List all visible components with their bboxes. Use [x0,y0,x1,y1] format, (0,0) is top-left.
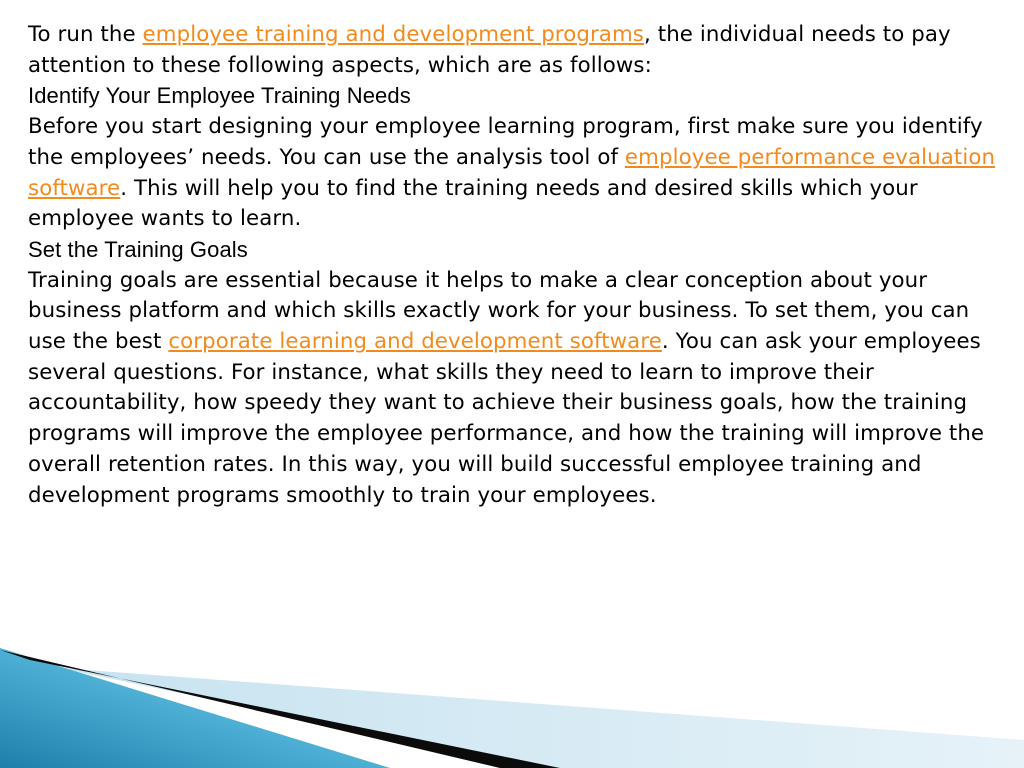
intro-text-start: To run the [28,22,143,47]
decor-light-band [60,668,1024,768]
decor-blue-wedge [0,648,390,768]
decor-dark-stripe [0,650,560,768]
training-programs-link[interactable]: employee training and development programs [142,22,644,47]
corporate-learning-link[interactable]: corporate learning and development software [168,329,662,355]
goals-text-end: . You can ask your employees several questions. For instance, what skills they need to learn to improve their accountability, how speedy they want to achieve their business goals, how the training programs will improve the employee performance, and how the training will improve the overall retention rates. In this way, you will build successful employee training and development programs smoothly to train your employees. [28,329,985,508]
goals-paragraph [28,266,1008,512]
slide-body [28,20,1008,511]
intro-paragraph [28,20,1008,81]
goals-text-start: Training goals are essential because it helps to make a clear conception about your business platform and which skills exactly work for your business. To set them, you can use the best [28,267,970,355]
intro-text-end: , the individual needs to pay attention to these following aspects, which are as follows: [28,22,951,78]
needs-text-end: . This will help you to find the training needs and desired skills which your employee wants to learn. [28,175,918,232]
heading-identify-needs: Identify Your Employee Training Needs [28,83,411,109]
heading-training-goals: Set the Training Goals [28,236,248,262]
needs-text-start: Before you start designing your employee learning program, first make sure you identify the employees’ needs. You can use the analysis tool of [28,114,983,170]
performance-evaluation-link[interactable]: employee performance evaluation software [28,144,996,201]
needs-paragraph [28,112,1008,235]
